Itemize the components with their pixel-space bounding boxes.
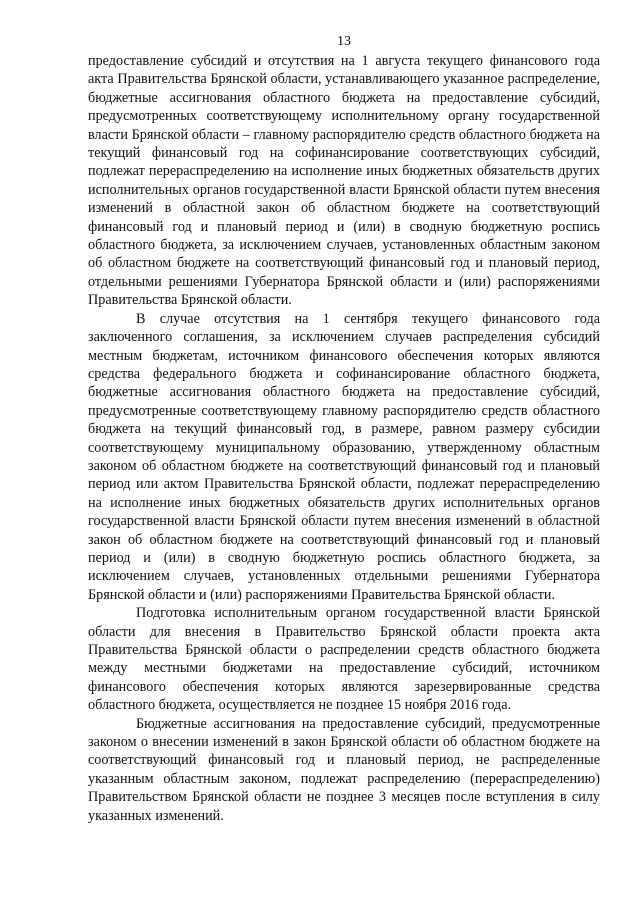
page-number: 13	[337, 34, 351, 49]
paragraph-1: предоставление субсидий и отсутствия на 1 августа текущего финансового года акта Правительства Брянской области, устанавливающего указанное распределение, бюджетные ассигнования областного бюджета на предоставление субсидий, предусмотренных соответствующему исполнительному органу государственной власти Брянской области – главному распорядителю средств областного бюджета на текущий финансовый год на софинансирование соответствующих субсидий, подлежат перераспределению на исполнение иных бюджетных обязательств других исполнительных органов государственной власти Брянской области путем внесения изменений в областной закон об областном бюджете на соответствующий финансовый год и плановый период и (или) в сводную бюджетную роспись областного бюджета, за исключением случаев, установленных областным законом об областном бюджете на соответствующий финансовый год и плановый период, отдельными решениями Губернатора Брянской области и (или) распоряжениями Правительства Брянской области.	[88, 53, 600, 309]
paragraph-4: Бюджетные ассигнования на предоставление субсидий, предусмотренные законом о внесении изменений в закон Брянской области об областном бюджете на соответствующий финансовый год и плановый период, не распределенные указанным областным законом, подлежат распределению (перераспределению) Правительством Брянской области не позднее 3 месяцев после вступления в силу указанных изменений.	[88, 715, 600, 824]
paragraph-2: В случае отсутствия на 1 сентября текущего финансового года заключенного соглашения, за исключением случаев распределения субсидий местным бюджетам, источником финансового обеспечения которых являются средства федерального бюджета и софинансирование областного бюджета, бюджетные ассигнования областного бюджета на предоставление субсидий, предусмотренные соответствующему главному распорядителю средств областного бюджета на текущий финансовый год, в размере, равном размеру субсидии соответствующему муниципальному образованию, утвержденному областным законом об областном бюджете на соответствующий финансовый год и плановый период или актом Правительства Брянской области, подлежат перераспределению на исполнение иных бюджетных обязательств других исполнительных органов государственной власти Брянской области путем внесения изменений в областной закон об областном бюджете на соответствующий финансовый год и плановый период и (или) в сводную бюджетную роспись областного бюджета, за исключением случаев, установленных отдельными решениями Губернатора Брянской области и (или) распоряжениями Правительства Брянской области.	[88, 310, 600, 603]
paragraph-3: Подготовка исполнительным органом государственной власти Брянской области для внесения в Правительство Брянской области проекта акта Правительства Брянской области о распределении средств областного бюджета между местными бюджетами на предоставление субсидий, источником финансового обеспечения которых являются зарезервированные средства областного бюджета, осуществляется не позднее 15 ноября 2016 года.	[88, 605, 600, 714]
